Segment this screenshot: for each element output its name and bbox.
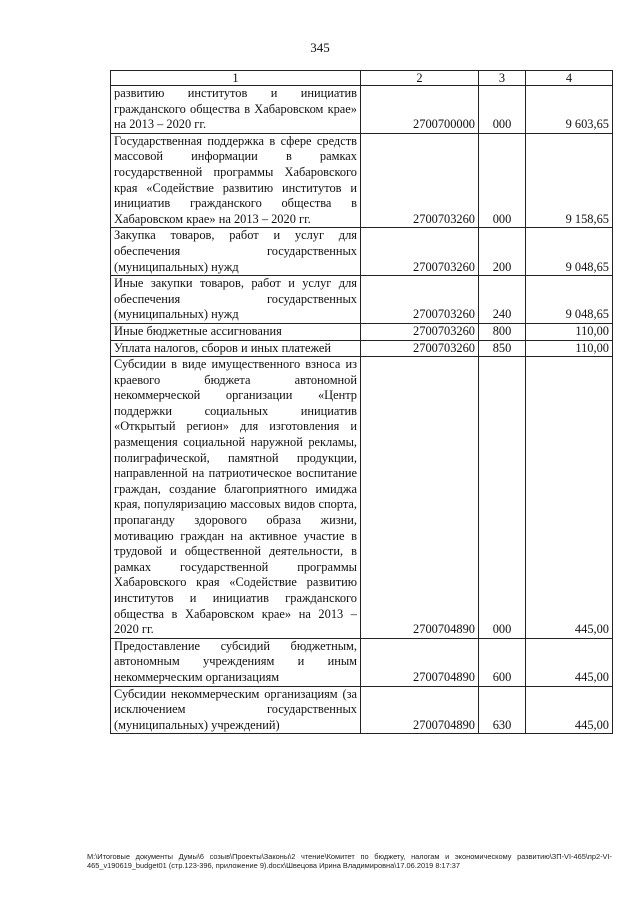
row-code: 2700703260 <box>361 228 479 276</box>
row-type: 630 <box>479 686 526 734</box>
row-name: развитию институтов и инициатив гражданского общества в Хабаровском крае» на 2013 – 2020 гг. <box>111 86 361 134</box>
row-name: Субсидии в виде имущественного взноса из краевого бюджета автономной некоммерческой организации «Центр поддержки социальных инициатив «Открытый регион» для изготовления и размещения социальной наружной рекламы, полиграфической, памятной продукции, направленной на патриотическое воспитание граждан, создание благоприятного имиджа края, популяризацию массовых видов спорта, пропаганду здорового образа жизни, мотивацию граждан на активное участие в трудовой и общественной деятельности, в рамках государственной программы Хабаровского края «Содействие развитию институтов и инициатив гражданского общества в Хабаровском крае» на 2013 – 2020 гг. <box>111 357 361 639</box>
row-name: Закупка товаров, работ и услуг для обеспечения государственных (муниципальных) нужд <box>111 228 361 276</box>
row-amount: 9 603,65 <box>526 86 613 134</box>
row-amount: 9 048,65 <box>526 276 613 324</box>
row-type: 600 <box>479 638 526 686</box>
header-col-4: 4 <box>526 71 613 86</box>
row-name: Уплата налогов, сборов и иных платежей <box>111 340 361 357</box>
row-code: 2700703260 <box>361 340 479 357</box>
row-code: 2700703260 <box>361 323 479 340</box>
page-number: 345 <box>310 40 330 55</box>
table-row <box>111 323 613 340</box>
row-amount: 9 048,65 <box>526 228 613 276</box>
row-amount: 445,00 <box>526 686 613 734</box>
table-row <box>111 276 613 324</box>
row-type: 000 <box>479 86 526 134</box>
row-type: 000 <box>479 133 526 228</box>
row-code: 2700704890 <box>361 357 479 639</box>
row-amount: 110,00 <box>526 340 613 357</box>
row-code: 2700703260 <box>361 133 479 228</box>
row-amount: 445,00 <box>526 357 613 639</box>
table-row <box>111 228 613 276</box>
document-path-footer: M:\Итоговые документы Думы\6 созыв\Проекты\Законы\2 чтение\Комитет по бюджету, налогам и экономическому развитию\ЗП-VI-465\пр2-VI-465_v190619_budget01 (стр.123-396, приложение 9).docx\Швецова Ирина Владимировна\17.06.2019 8:17:37 <box>87 852 612 870</box>
row-amount: 445,00 <box>526 638 613 686</box>
row-type: 200 <box>479 228 526 276</box>
row-code: 2700704890 <box>361 638 479 686</box>
table-row <box>111 686 613 734</box>
row-type: 000 <box>479 357 526 639</box>
budget-table <box>110 70 613 734</box>
row-code: 2700700000 <box>361 86 479 134</box>
row-name: Субсидии некоммерческим организациям (за исключением государственных (муниципальных) учреждений) <box>111 686 361 734</box>
row-amount: 9 158,65 <box>526 133 613 228</box>
row-code: 2700704890 <box>361 686 479 734</box>
table-row <box>111 340 613 357</box>
row-name: Предоставление субсидий бюджетным, автономным учреждениям и иным некоммерческим организациям <box>111 638 361 686</box>
header-col-1: 1 <box>111 71 361 86</box>
table-row <box>111 133 613 228</box>
row-name: Иные бюджетные ассигнования <box>111 323 361 340</box>
row-type: 800 <box>479 323 526 340</box>
header-col-3: 3 <box>479 71 526 86</box>
row-name: Государственная поддержка в сфере средств массовой информации в рамках государственной программы Хабаровского края «Содействие развитию институтов и инициатив гражданского общества в Хабаровском крае» на 2013 – 2020 гг. <box>111 133 361 228</box>
row-name: Иные закупки товаров, работ и услуг для обеспечения государственных (муниципальных) нужд <box>111 276 361 324</box>
table-row <box>111 357 613 639</box>
row-code: 2700703260 <box>361 276 479 324</box>
header-col-2: 2 <box>361 71 479 86</box>
header-row <box>111 71 613 86</box>
row-type: 850 <box>479 340 526 357</box>
row-type: 240 <box>479 276 526 324</box>
row-amount: 110,00 <box>526 323 613 340</box>
table-row <box>111 86 613 134</box>
table-row <box>111 638 613 686</box>
